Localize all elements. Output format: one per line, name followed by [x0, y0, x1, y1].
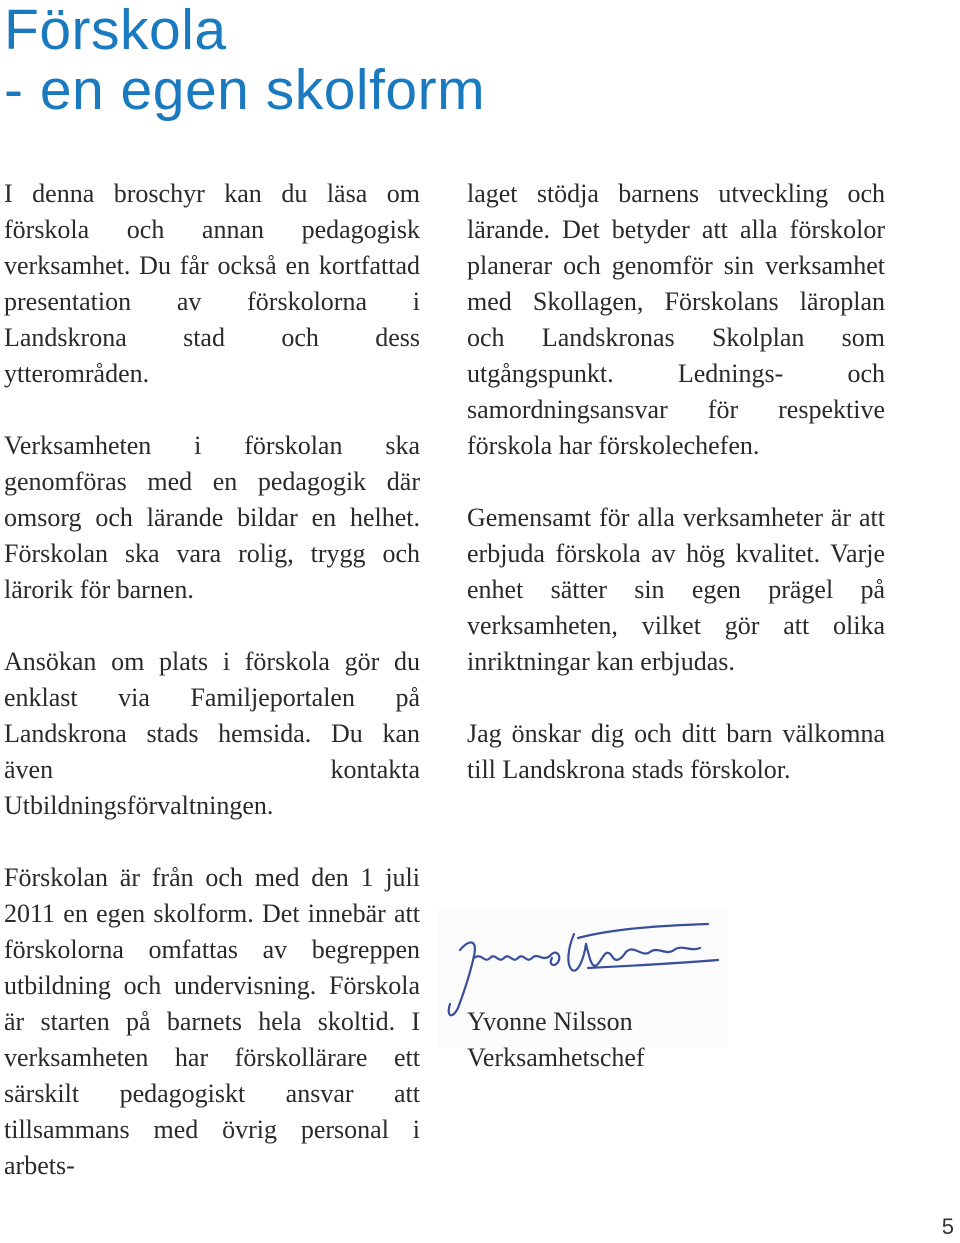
signatory-name: Yvonne Nilsson: [467, 1007, 633, 1036]
paragraph-welcome: Jag önskar dig och ditt barn välkomna till Landskrona stads förskolor.: [467, 719, 885, 784]
left-column: [4, 176, 420, 1184]
signatory-role: Verksamhetschef: [467, 1043, 645, 1072]
page-number: 5: [941, 1214, 954, 1239]
right-column: [467, 176, 885, 788]
title-line-2: - en egen skolform: [4, 58, 486, 122]
paragraph-intro: I denna broschyr kan du läsa om förskola och annan pedagogisk verksamhet. Du får också en kortfattad presentation av förskolorna i Landskrona stad och dess ytterområden.: [4, 179, 420, 388]
signatory: [467, 1004, 645, 1076]
paragraph-application: Ansökan om plats i förskola gör du enklast via Familjeportalen på Landskrona stads hemsida. Du kan även kontakta Utbildningsförvaltningen.: [4, 647, 420, 820]
title-line-1: Förskola: [4, 0, 227, 62]
paragraph-school-form: Förskolan är från och med den 1 juli 2011 en egen skolform. Det innebär att förskolorna omfattas av begreppen utbildning och undervisning. Förskola är starten på barnets hela skoltid. I verksamheten har förskollärare ett särskilt pedagogiskt ansvar att tillsammans med övrig personal i arbets-: [4, 863, 420, 1180]
paragraph-pedagogy: Verksamheten i förskolan ska genomföras med en pedagogik där omsorg och lärande bildar en helhet. Förskolan ska vara rolig, trygg och lärorik för barnen.: [4, 431, 420, 604]
paragraph-continuation: laget stödja barnens utveckling och lärande. Det betyder att alla förskolor planerar och genomför sin verksamhet med Skollagen, Förskolans läroplan och Landskronas Skolplan som utgångspunkt. Lednings- och samordningsansvar för respektive förskola har förskolechefen.: [467, 179, 885, 460]
page-title: [4, 0, 485, 120]
paragraph-common-goal: Gemensamt för alla verksamheter är att erbjuda förskola av hög kvalitet. Varje enhet sätter sin egen prägel på verksamheten, vilket gör att olika inriktningar kan erbjudas.: [467, 503, 885, 676]
